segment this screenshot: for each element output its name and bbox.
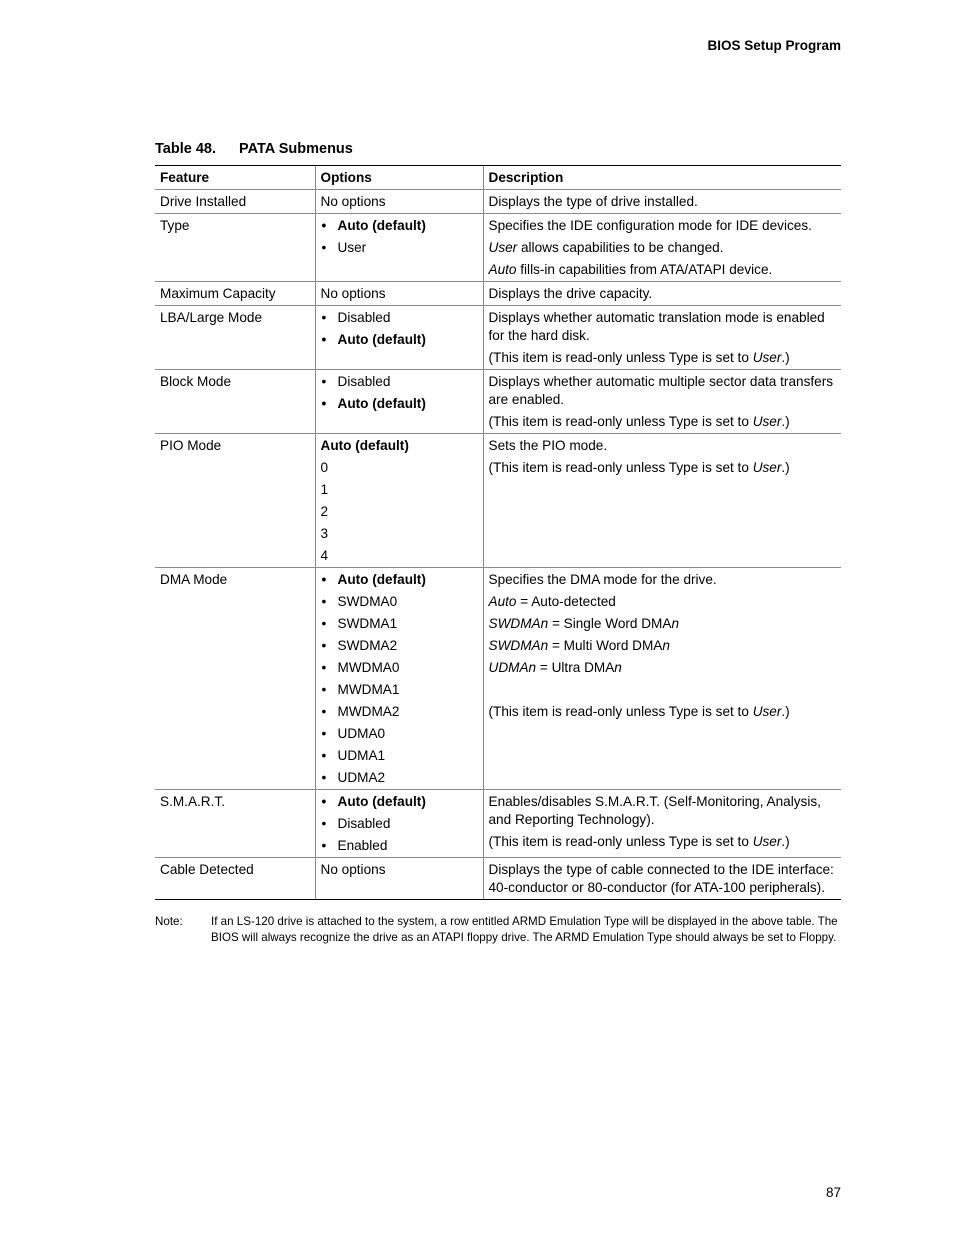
feature-cell: Block Mode [155, 370, 315, 434]
options-list [321, 437, 478, 565]
description-text: Displays the drive capacity. [488, 286, 653, 301]
table-row [155, 306, 841, 370]
options-cell: No options [315, 282, 483, 306]
header-options: Options [315, 166, 483, 190]
description-text: Sets the PIO mode. [488, 438, 608, 453]
note-text: If an LS-120 drive is attached to the system, a row entitled ARMD Emulation Type will be displayed in the above table. The BIOS will always recognize the drive as an ATAPI floppy drive. The ARMD Emulation Type should always be set to Floppy. [211, 915, 838, 944]
mode-suffix: n [662, 638, 670, 653]
description-text: Specifies the DMA mode for the drive. [488, 572, 717, 587]
option-item: • UDMA0 [321, 725, 478, 743]
description-cell [483, 858, 841, 900]
options-cell [315, 568, 483, 790]
feature-cell: Maximum Capacity [155, 282, 315, 306]
header-feature: Feature [155, 166, 315, 190]
option-item: 3 [320, 526, 329, 541]
description-fragment: .) [781, 460, 790, 475]
readonly-note [489, 459, 837, 477]
description-fragment: allows capabilities to be changed. [517, 240, 724, 255]
option-name: Auto [488, 262, 517, 277]
options-cell: No options [315, 190, 483, 214]
description-text: Displays the type of drive installed. [488, 194, 698, 209]
feature-cell: Drive Installed [155, 190, 315, 214]
description-fragment: (This item is read-only unless Type is set to [488, 350, 753, 365]
table-row [155, 370, 841, 434]
options-list [321, 793, 478, 855]
table-header-row [155, 166, 841, 190]
option-item: • MWDMA1 [321, 681, 478, 699]
blank-line [489, 681, 837, 699]
feature-cell: LBA/Large Mode [155, 306, 315, 370]
option-item: • SWDMA0 [321, 593, 478, 611]
options-list [321, 309, 478, 349]
options-cell: No options [315, 858, 483, 900]
option-item: 0 [320, 460, 329, 475]
description-text: Displays the type of cable connected to the IDE interface: 40-conductor or 80-conductor (for ATA-100 peripherals). [488, 862, 834, 895]
option-item: • MWDMA2 [321, 703, 478, 721]
header-description: Description [483, 166, 841, 190]
mode-abbrev: SWDMAn [488, 638, 549, 653]
options-cell [315, 214, 483, 282]
option-item: • User [321, 239, 478, 257]
feature-cell: S.M.A.R.T. [155, 790, 315, 858]
description-text: Displays whether automatic multiple sector data transfers are enabled. [488, 374, 834, 407]
option-item: 1 [320, 482, 329, 497]
table-row [155, 790, 841, 858]
table-row [155, 568, 841, 790]
option-name: User [752, 350, 782, 365]
option-item: 4 [320, 548, 329, 563]
description-fragment: .) [781, 704, 790, 719]
table-row [155, 858, 841, 900]
option-item: • Auto (default) [321, 395, 478, 413]
mode-meaning: = Ultra DMA [536, 660, 615, 675]
mode-meaning: = Single Word DMA [548, 616, 672, 631]
description-text: Enables/disables S.M.A.R.T. (Self-Monitoring, Analysis, and Reporting Technology). [488, 794, 821, 827]
table-row [155, 190, 841, 214]
option-item: Auto (default) [320, 438, 409, 453]
description-fragment: (This item is read-only unless Type is set to [488, 414, 753, 429]
options-cell [315, 306, 483, 370]
option-name: User [752, 704, 782, 719]
option-item: • Disabled [321, 815, 478, 833]
mode-meaning: = Multi Word DMA [548, 638, 663, 653]
option-item: • Disabled [321, 309, 478, 327]
option-item: • SWDMA1 [321, 615, 478, 633]
option-name: User [752, 834, 782, 849]
description-fragment: .) [781, 834, 790, 849]
description-text [489, 239, 837, 257]
feature-cell: Type [155, 214, 315, 282]
description-fragment: (This item is read-only unless Type is set to [488, 834, 753, 849]
option-name: User [752, 414, 782, 429]
description-text: Specifies the IDE configuration mode for IDE devices. [488, 218, 812, 233]
legend-line [489, 659, 837, 677]
options-list [321, 217, 478, 257]
pata-submenus-table [155, 165, 841, 900]
mode-abbrev: UDMAn [488, 660, 537, 675]
readonly-note [489, 833, 837, 851]
options-list [321, 571, 478, 787]
option-name: User [752, 460, 782, 475]
description-fragment: .) [781, 350, 790, 365]
table-caption [155, 141, 353, 157]
description-cell [483, 306, 841, 370]
table-row [155, 434, 841, 568]
mode-abbrev: SWDMAn [488, 616, 549, 631]
option-name: User [488, 240, 518, 255]
readonly-note [489, 413, 837, 431]
running-header: BIOS Setup Program [707, 38, 841, 53]
table-number: Table 48. [155, 141, 216, 157]
table-row [155, 214, 841, 282]
option-item: • UDMA2 [321, 769, 478, 787]
mode-suffix: n [671, 616, 680, 631]
option-item: • Auto (default) [321, 571, 478, 589]
description-fragment: .) [781, 414, 790, 429]
option-item: • Enabled [321, 837, 478, 855]
option-item: • Auto (default) [321, 217, 478, 235]
legend-line [489, 615, 837, 633]
feature-cell: Cable Detected [155, 858, 315, 900]
option-item: • MWDMA0 [321, 659, 478, 677]
legend-line [489, 637, 837, 655]
mode-suffix: n [614, 660, 622, 675]
readonly-note [489, 349, 837, 367]
description-cell [483, 214, 841, 282]
table-row [155, 282, 841, 306]
description-fragment: fills-in capabilities from ATA/ATAPI device. [516, 262, 773, 277]
option-item: • UDMA1 [321, 747, 478, 765]
description-cell [483, 190, 841, 214]
readonly-note [489, 703, 837, 721]
options-cell [315, 790, 483, 858]
options-list [321, 373, 478, 413]
option-item: • Disabled [321, 373, 478, 391]
options-cell [315, 434, 483, 568]
mode-abbrev: Auto [488, 594, 517, 609]
option-item: • SWDMA2 [321, 637, 478, 655]
description-fragment: (This item is read-only unless Type is set to [488, 704, 753, 719]
page-number: 87 [825, 1185, 841, 1200]
description-cell [483, 568, 841, 790]
option-item: • Auto (default) [321, 331, 478, 349]
description-cell [483, 790, 841, 858]
feature-cell: PIO Mode [155, 434, 315, 568]
option-item: • Auto (default) [321, 793, 478, 811]
legend-line [489, 593, 837, 611]
description-text: Displays whether automatic translation mode is enabled for the hard disk. [488, 310, 825, 343]
description-text [489, 261, 837, 279]
options-cell [315, 370, 483, 434]
mode-meaning: = Auto-detected [516, 594, 616, 609]
table-title: PATA Submenus [239, 141, 353, 157]
description-cell [483, 282, 841, 306]
table-note [155, 914, 841, 946]
feature-cell: DMA Mode [155, 568, 315, 790]
option-item: 2 [320, 504, 329, 519]
description-fragment: (This item is read-only unless Type is set to [488, 460, 753, 475]
description-cell [483, 434, 841, 568]
note-label: Note: [155, 915, 183, 928]
description-cell [483, 370, 841, 434]
